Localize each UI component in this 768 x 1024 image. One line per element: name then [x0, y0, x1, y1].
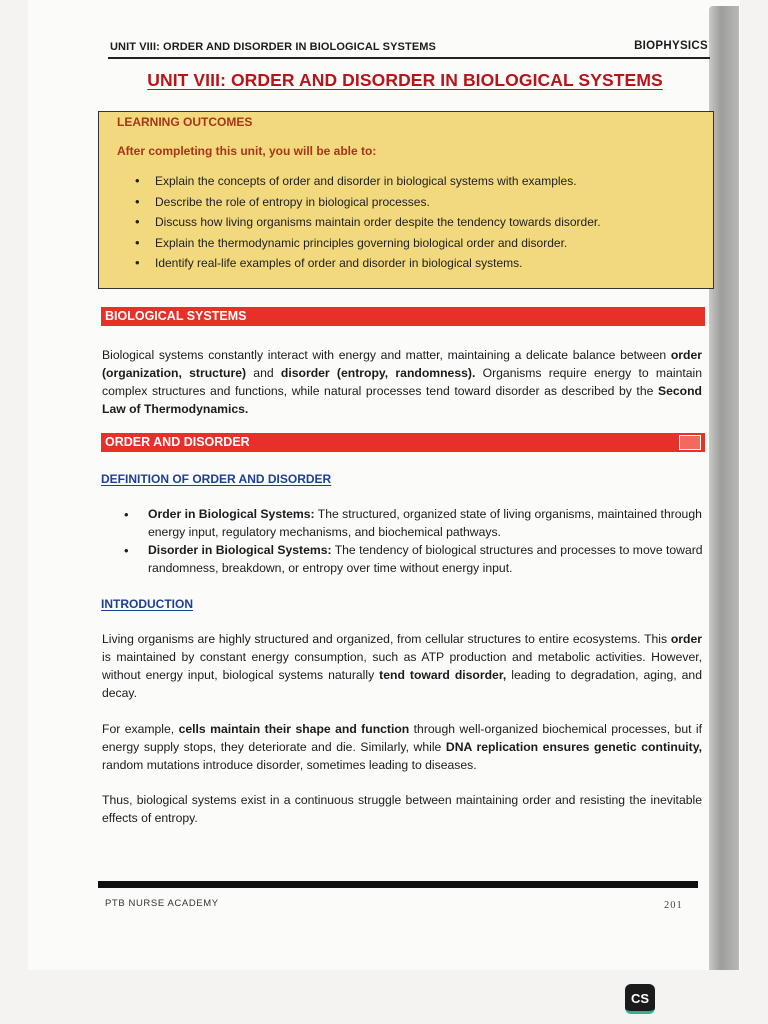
text-run: is maintained by constant energy consumption, such as ATP production and metabolic activities. However, without energy input, biological systems naturally	[102, 650, 702, 682]
bold-run: order (organization, structure)	[102, 348, 702, 380]
text-run: Biological systems constantly interact with energy and matter, maintaining a delicate balance between	[102, 348, 671, 362]
text-run: Living organisms are highly structured and organized, from cellular structures to entire ecosystems. This	[102, 632, 671, 646]
learning-outcomes-intro: After completing this unit, you will be able to:	[117, 144, 377, 158]
introduction-subheading: INTRODUCTION	[101, 597, 193, 611]
bold-run: cells maintain their shape and function	[178, 722, 410, 736]
section-heading-biological-systems	[101, 307, 705, 326]
learning-outcomes-heading: LEARNING OUTCOMES	[117, 115, 253, 129]
text-run: leading to degradation, aging, and decay.	[102, 668, 702, 700]
learning-outcomes-box	[98, 111, 714, 289]
list-item	[122, 506, 704, 541]
section-heading-label: BIOLOGICAL SYSTEMS	[105, 309, 247, 323]
bold-run: Second Law of Thermodynamics.	[102, 384, 702, 416]
list-item: • Identify real-life examples of order and disorder in biological systems.	[135, 256, 601, 277]
biological-systems-paragraph	[102, 346, 702, 418]
text-run: through well-organized biochemical processes, but if energy supply stops, they deteriorate and die. Similarly, while	[102, 722, 702, 754]
list-item: • Discuss how living organisms maintain order despite the tendency towards disorder.	[135, 215, 601, 236]
header-rule	[108, 57, 710, 59]
text-run: For example,	[102, 722, 179, 736]
running-header-subject: BIOPHYSICS	[634, 40, 708, 52]
text-run: and	[246, 366, 281, 380]
list-item: • Explain the concepts of order and disorder in biological systems with examples.	[135, 174, 601, 195]
bold-run: tend toward disorder,	[379, 668, 507, 682]
definition-term: Disorder in Biological Systems:	[148, 543, 332, 557]
camscanner-logo-icon: CS	[625, 984, 655, 1014]
list-item	[122, 542, 704, 577]
definition-text: The tendency of biological structures and processes to move toward randomness, breakdown, or entropy over time without energy input.	[148, 543, 703, 575]
section-heading-label: ORDER AND DISORDER	[105, 435, 250, 449]
introduction-paragraph-2	[102, 720, 702, 774]
definition-term: Order in Biological Systems:	[148, 507, 315, 521]
bold-run: disorder (entropy, randomness).	[280, 366, 476, 380]
bookmark-icon	[679, 435, 701, 450]
page-title: UNIT VIII: ORDER AND DISORDER IN BIOLOGICAL SYSTEMS	[147, 70, 663, 90]
definition-list	[122, 506, 704, 578]
definition-text: The structured, organized state of living organisms, maintained through energy input, regulatory mechanisms, and biochemical pathways.	[148, 507, 702, 539]
introduction-paragraph-1	[102, 630, 702, 702]
page-number: 201	[664, 900, 683, 911]
text-run: Organisms require energy to maintain complex structures and functions, while natural processes tend toward disorder as described by the	[102, 366, 702, 398]
learning-outcomes-list	[135, 174, 601, 277]
list-item: • Describe the role of entropy in biological processes.	[135, 195, 601, 216]
footer-publisher: PTB NURSE ACADEMY	[105, 898, 219, 909]
text-run: random mutations introduce disorder, sometimes leading to diseases.	[102, 758, 477, 772]
section-heading-order-and-disorder	[101, 433, 705, 452]
list-item: • Explain the thermodynamic principles governing biological order and disorder.	[135, 236, 601, 257]
running-header-title: UNIT VIII: ORDER AND DISORDER IN BIOLOGICAL SYSTEMS	[110, 41, 436, 53]
definition-subheading: DEFINITION OF ORDER AND DISORDER	[101, 472, 332, 486]
bold-run: order	[670, 632, 702, 646]
introduction-paragraph-3: Thus, biological systems exist in a continuous struggle between maintaining order and resisting the inevitable effects of entropy.	[102, 793, 702, 825]
bold-run: DNA replication ensures genetic continuity,	[445, 740, 702, 754]
footer-rule	[98, 881, 698, 888]
